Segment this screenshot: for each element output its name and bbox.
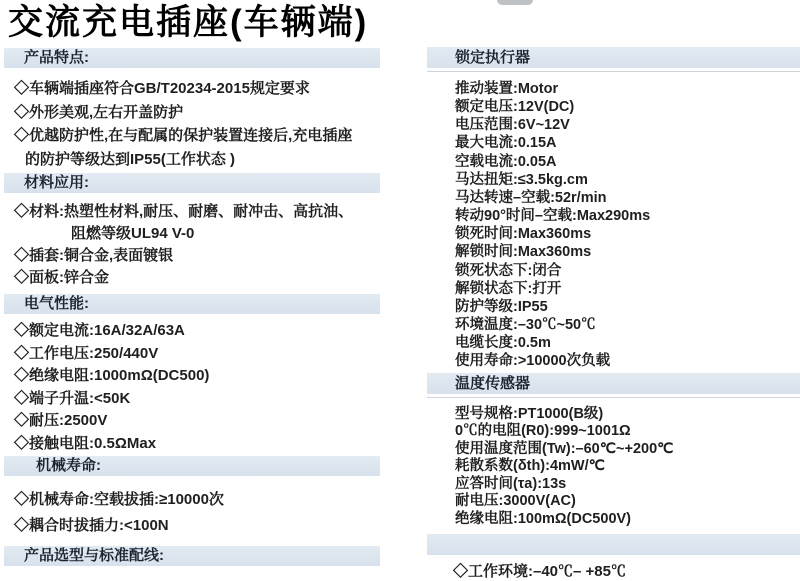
spec-line: ◇额定电流:16A/32A/63A [14,322,185,339]
feature-line: ◇优越防护性,在与配属的保护装置连接后,充电插座 [14,127,353,144]
mechanical-spec-list [0,487,390,539]
spec-line: ◇工作电压:250/440V [14,344,159,362]
right-column [427,0,800,581]
temperature-sensor-spec-list [427,406,800,529]
spec-line: ◇绝缘电阻:1000mΩ(DC500) [14,367,210,384]
spec-line: ◇机械寿命:空载拔插:≥10000次 [14,491,224,508]
spec-line: 环境温度:–30℃~50℃ [455,317,596,334]
spec-line: 额定电压:12V(DC) [455,99,575,116]
material-line: ◇面板:锌合金 [14,269,109,286]
spec-line: 型号规格:PT1000(B级) [455,405,604,422]
feature-line: ◇外形美观,左右开盖防护 [14,103,184,121]
section-header-mechanical-life: 机械寿命: [4,456,380,476]
spec-line: 马达扭矩:≤3.5kg.cm [455,171,588,188]
left-column [0,0,390,566]
spec-line: 0℃的电阻(R0):999~1001Ω [455,423,631,439]
spec-line: 空载电流:0.05A [455,153,557,170]
material-line-continuation: 阻燃等级UL94 V-0 [71,225,195,242]
spec-line: 推动装置:Motor [455,81,559,97]
section-header-lock-actuator: 锁定执行器 [427,47,800,68]
section-header-selection-wiring: 产品选型与标准配线: [4,546,380,566]
material-line: ◇插套:铜合金,表面镀银 [14,247,174,264]
section-header-electrical: 电气性能: [4,294,380,314]
lock-actuator-spec-list [427,80,800,371]
materials-list [0,201,390,289]
section-header-materials: 材料应用: [4,173,380,193]
material-line: ◇材料:热塑性材料,耐压、耐磨、耐冲击、高抗油、 [14,203,354,220]
page-title: 交流充电插座(车辆端) [8,3,369,42]
spec-line: 电压范围:6V~12V [455,117,570,134]
product-features-list [0,77,390,171]
spec-line: 耗散系数(δth):4mW/℃ [455,458,605,474]
spec-line: 使用温度范围(Tw):–60℃~+200℃ [455,440,674,457]
spec-line: 解锁状态下:打开 [455,280,562,297]
section-header-wrap [427,373,800,398]
section-header-wrap [427,47,800,72]
spec-line: 应答时间(τa):13s [455,475,567,492]
section-header-temperature-sensor: 温度传感器 [427,373,800,394]
spec-line: ◇耐压:2500V [14,412,108,429]
spec-line: 使用寿命:>10000次负载 [455,353,611,370]
spec-line: 耐电压:3000V(AC) [455,493,576,509]
spec-line: ◇端子升温:<50K [14,389,131,407]
working-environment-line: ◇工作环境:–40℃– +85℃ [453,563,626,580]
feature-line-continuation: 的防护等级达到IP55(工作状态 ) [25,150,236,168]
spec-line: 最大电流:0.15A [455,135,557,152]
feature-line: ◇车辆端插座符合GB/T20234-2015规定要求 [14,80,310,97]
section-header-product-features: 产品特点: [4,48,380,68]
spec-line: 解锁时间:Max360ms [455,244,592,261]
spec-line: 马达转速–空载:52r/min [455,189,607,206]
spec-line: 锁死状态下:闭合 [455,262,562,279]
spec-line: 转动90°时间–空载:Max290ms [455,208,651,225]
spec-line: ◇接触电阻:0.5ΩMax [14,434,157,452]
electrical-spec-list [0,320,390,455]
spec-line: ◇耦合时拔插力:<100N [14,517,169,534]
spec-line: 锁死时间:Max360ms [455,226,592,243]
spec-line: 电缆长度:0.5m [455,335,551,352]
spec-line: 绝缘电阻:100mΩ(DC500V) [455,510,632,527]
section-header-empty-bar [427,534,800,555]
spec-line: 防护等级:IP55 [455,298,548,315]
